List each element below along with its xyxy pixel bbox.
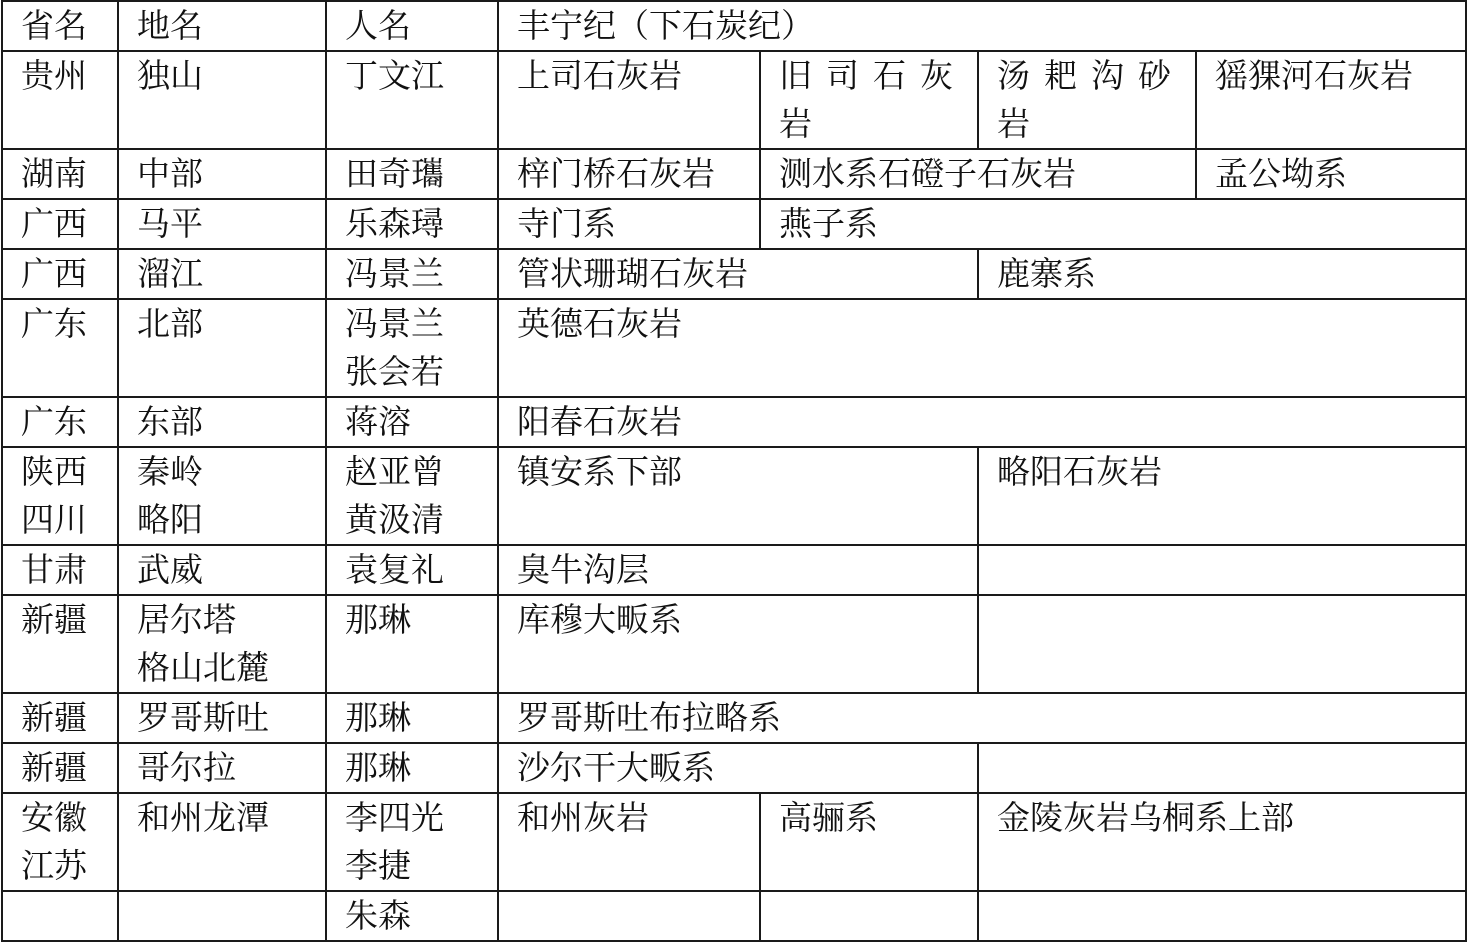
person-cell: 那琳 — [326, 693, 498, 743]
formation-cell: 上司石灰岩 — [498, 51, 760, 149]
person-cell: 田奇瓗 — [326, 149, 498, 199]
person-cell: 乐森璕 — [326, 199, 498, 249]
formation-cell: 镇安系下部 — [498, 447, 978, 545]
formation-cell — [978, 595, 1466, 693]
table-row — [2, 693, 1466, 743]
formation-cell: 孟公坳系 — [1196, 149, 1466, 199]
header-province: 省名 — [2, 1, 118, 51]
table-row — [2, 149, 1466, 199]
formation-cell: 寺门系 — [498, 199, 760, 249]
table-row — [2, 51, 1466, 149]
header-period: 丰宁纪（下石炭纪） — [498, 1, 1466, 51]
province-cell: 甘肃 — [2, 545, 118, 595]
person-cell: 蒋溶 — [326, 397, 498, 447]
formation-cell: 臭牛沟层 — [498, 545, 978, 595]
formation-cell: 略阳石灰岩 — [978, 447, 1466, 545]
formation-cell: 旧司石灰 岩 — [760, 51, 978, 149]
person-cell: 冯景兰 — [326, 249, 498, 299]
place-cell: 东部 — [118, 397, 326, 447]
place-cell: 哥尔拉 — [118, 743, 326, 793]
formation-cell: 和州灰岩 — [498, 793, 760, 891]
stratigraphy-table — [1, 0, 1467, 942]
person-cell: 袁复礼 — [326, 545, 498, 595]
province-cell: 贵州 — [2, 51, 118, 149]
formation-cell: 金陵灰岩乌桐系上部 — [978, 793, 1466, 891]
formation-cell: 沙尔干大畈系 — [498, 743, 978, 793]
formation-cell — [760, 891, 978, 941]
province-cell: 广西 — [2, 249, 118, 299]
person-cell: 冯景兰 张会若 — [326, 299, 498, 397]
formation-cell: 罗哥斯吐布拉略系 — [498, 693, 1466, 743]
formation-cell: 阳春石灰岩 — [498, 397, 1466, 447]
person-cell: 李四光 李捷 — [326, 793, 498, 891]
place-cell: 和州龙潭 — [118, 793, 326, 891]
place-cell: 居尔塔 格山北麓 — [118, 595, 326, 693]
province-cell: 新疆 — [2, 595, 118, 693]
person-cell: 朱森 — [326, 891, 498, 941]
province-cell — [2, 891, 118, 941]
table-row — [2, 891, 1466, 941]
formation-cell — [978, 891, 1466, 941]
formation-cell: 英德石灰岩 — [498, 299, 1466, 397]
formation-cell: 猺猓河石灰岩 — [1196, 51, 1466, 149]
person-cell: 丁文江 — [326, 51, 498, 149]
table-row — [2, 545, 1466, 595]
table-row — [2, 447, 1466, 545]
province-cell: 新疆 — [2, 743, 118, 793]
province-cell: 湖南 — [2, 149, 118, 199]
formation-cell: 测水系石磴子石灰岩 — [760, 149, 1196, 199]
table-row — [2, 793, 1466, 891]
place-cell: 独山 — [118, 51, 326, 149]
place-cell: 北部 — [118, 299, 326, 397]
header-person: 人名 — [326, 1, 498, 51]
province-cell: 广西 — [2, 199, 118, 249]
person-cell: 那琳 — [326, 595, 498, 693]
place-cell: 马平 — [118, 199, 326, 249]
formation-cell — [498, 891, 760, 941]
formation-cell: 高骊系 — [760, 793, 978, 891]
table-row — [2, 397, 1466, 447]
province-cell: 新疆 — [2, 693, 118, 743]
place-cell — [118, 891, 326, 941]
place-cell: 秦岭 略阳 — [118, 447, 326, 545]
table-row — [2, 249, 1466, 299]
table-row — [2, 595, 1466, 693]
province-cell: 广东 — [2, 299, 118, 397]
place-cell: 溜江 — [118, 249, 326, 299]
province-cell: 陕西 四川 — [2, 447, 118, 545]
table-row — [2, 299, 1466, 397]
formation-cell: 库穆大畈系 — [498, 595, 978, 693]
province-cell: 广东 — [2, 397, 118, 447]
table-row — [2, 199, 1466, 249]
formation-cell: 梓门桥石灰岩 — [498, 149, 760, 199]
table-row — [2, 743, 1466, 793]
header-place: 地名 — [118, 1, 326, 51]
formation-cell: 鹿寨系 — [978, 249, 1466, 299]
formation-cell — [978, 545, 1466, 595]
header-row — [2, 1, 1466, 51]
person-cell: 赵亚曾 黄汲清 — [326, 447, 498, 545]
place-cell: 武威 — [118, 545, 326, 595]
formation-cell: 汤耙沟砂 岩 — [978, 51, 1196, 149]
place-cell: 罗哥斯吐 — [118, 693, 326, 743]
formation-cell — [978, 743, 1466, 793]
formation-cell: 管状珊瑚石灰岩 — [498, 249, 978, 299]
formation-cell: 燕子系 — [760, 199, 1466, 249]
province-cell: 安徽 江苏 — [2, 793, 118, 891]
person-cell: 那琳 — [326, 743, 498, 793]
place-cell: 中部 — [118, 149, 326, 199]
